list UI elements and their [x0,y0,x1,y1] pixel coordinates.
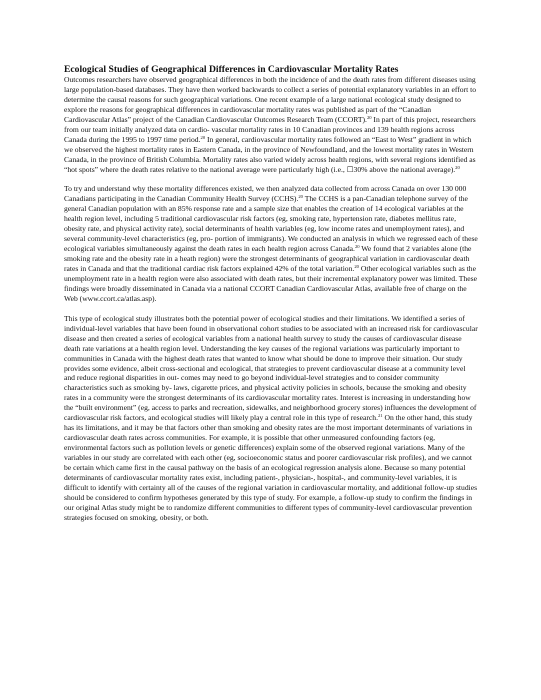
citation-ref: 20 [366,114,372,120]
paragraph-text: In general, cardiovascular mortality rates followed an “East to West” gradient in which we observed the highest mortality rates in Eastern Canada, in the province of Newfoundland, and the lowest mortality rates in Western Canada, in the province of British Columbia. Mortality rates also varied widely across health regions, with several regions identified as “hot spots” where the death rates relative to the national average were particularly high (i.e., ☐30% above the national average). [64,134,476,174]
paragraph-text: To try and understand why these mortality differences existed, we then analyzed data collected from across Canada on over 130 000 Canadians participating in the Canadian Community Health Survey (CCHS). [64,184,467,204]
paragraph-text: We found that 2 variables alone (the smoking rate and the obesity rate in a heath region) were the strongest determinants of geographical variation in cardiovascular death rates in Canada and that the traditional cardiac risk factors explained 42% of the total variation. [64,244,472,274]
document-title: Ecological Studies of Geographical Differences in Cardiovascular Mortality Rates [64,64,399,75]
citation-ref: 20 [200,134,206,140]
citation-ref: 20 [455,164,460,170]
citation-ref: 20 [354,264,359,270]
paragraph-text: This type of ecological study illustrates both the potential power of ecological studies and their limitations. We identified a series of individual-level variables that have been found in observational cohort studies to be associated with an increased risk for cardiovascular disease and then created a series of ecological variables from a national health survey to study the causes of cardiovascular disease death rate variations at a health region level. Understanding the key causes of the regional variations was particularly important to communities in Canada with the highest death rates that wanted to know what should be done to improve their situation. Our study provides some evidence, albeit cross-sectional and ecological, that strategies to prevent cardiovascular disease at a community level and reduce regional disparities in out- comes may need to go beyond individual-level strategies and to consider community characteristics such as smoking by- laws, cigarette prices, and physical activity policies in schools, because the smoking and obesity rates in a community were the strongest determinants of its cardiovascular mortality rates. Interest is increasing in understanding how the “built environment” (eg, access to parks and recreation, sidewalks, and neighborhood grocery stores) influences the development of cardiovascular risk factors, and ecological studies will likely play a central role in this type of research. [64,313,478,423]
paragraph-text: In part of this project, researchers from our team initially analyzed data on cardio- vascular mortality rates in 10 Canadian provinces and 139 health regions across Canada during the 1995 to 1997 time period. [64,114,476,144]
paragraph-text: The CCHS is a pan-Canadian telephone survey of the general Canadian population with an 85% response rate and a sample size that enables the creation of 14 ecological variables at the health region level, including 5 traditional cardiovascular risk factors (eg, smoking rate, hypertension rate, diabetes mellitus rate, obesity rate, and physical activity rate), social determinants of health variables (eg, low income rates and unemployment rates), and several community-level characteristics (eg, pro- portion of immigrants). We conducted an analysis in which we regressed each of these ecological variables simultaneously against the death rates in each health region across Canada. [64,194,478,254]
citation-ref: 20 [354,244,360,250]
paragraph [64,75,478,175]
document-page [64,64,478,523]
paragraph-text: Outcomes researchers have observed geographical differences in both the incidence of and the death rates from different diseases using large population-based databases. They have then worked backwards to collect a series of potential explanatory variables in an effort to determine the causal reasons for such geographical variations. One recent example of a large national ecological study designed to explore the reasons for geographical differences in cardiovascular mortality rates was published as part of the “Canadian Cardiovascular Atlas” project of the Canadian Cardiovascular Outcomes Research Team (CCORT). [64,75,477,124]
citation-ref: 21 [377,413,383,419]
paragraph-text: Other ecological variables such as the unemployment rate in a health region were also associated with death rates, but their incremental explanatory power was limited. These findings were broadly disseminated in Canada via a national CCORT Canadian Cardiovascular Atlas, available free of charge on the Web (www.ccort.ca/atlas.asp). [64,264,477,303]
paragraph [64,184,478,303]
citation-ref: 20 [298,194,303,200]
paragraph-text: On the other hand, this study has its limitations, and it may be that factors other than smoking and obesity rates are the most important determinants of variations in cardiovascular death rates across communities. For example, it is possible that other unmeasured confounding factors (eg, environmental factors such as pollution levels or genetic differences) explain some of the observed regional variations. Many of the variables in our study are correlated with each other (eg, socioeconomic status and poorer cardiovascular risk profiles), and we cannot be certain which came first in the causal pathway on the basis of an ecological regression analysis alone. Because so many potential determinants of cardiovascular mortality rates exist, including patient-, physician-, hospital-, and community-level variables, it is difficult to identify with certainty all of the causes of the regional variation in cardiovascular mortality, and additional follow-up studies should be considered to confirm hypotheses generated by this type of study. For example, a follow-up study to confirm the findings in our original Atlas study might be to randomize different communities to different types of community-level cardiovascular prevention strategies focused on smoking, obesity, or both. [64,413,478,522]
paragraph [64,314,478,523]
